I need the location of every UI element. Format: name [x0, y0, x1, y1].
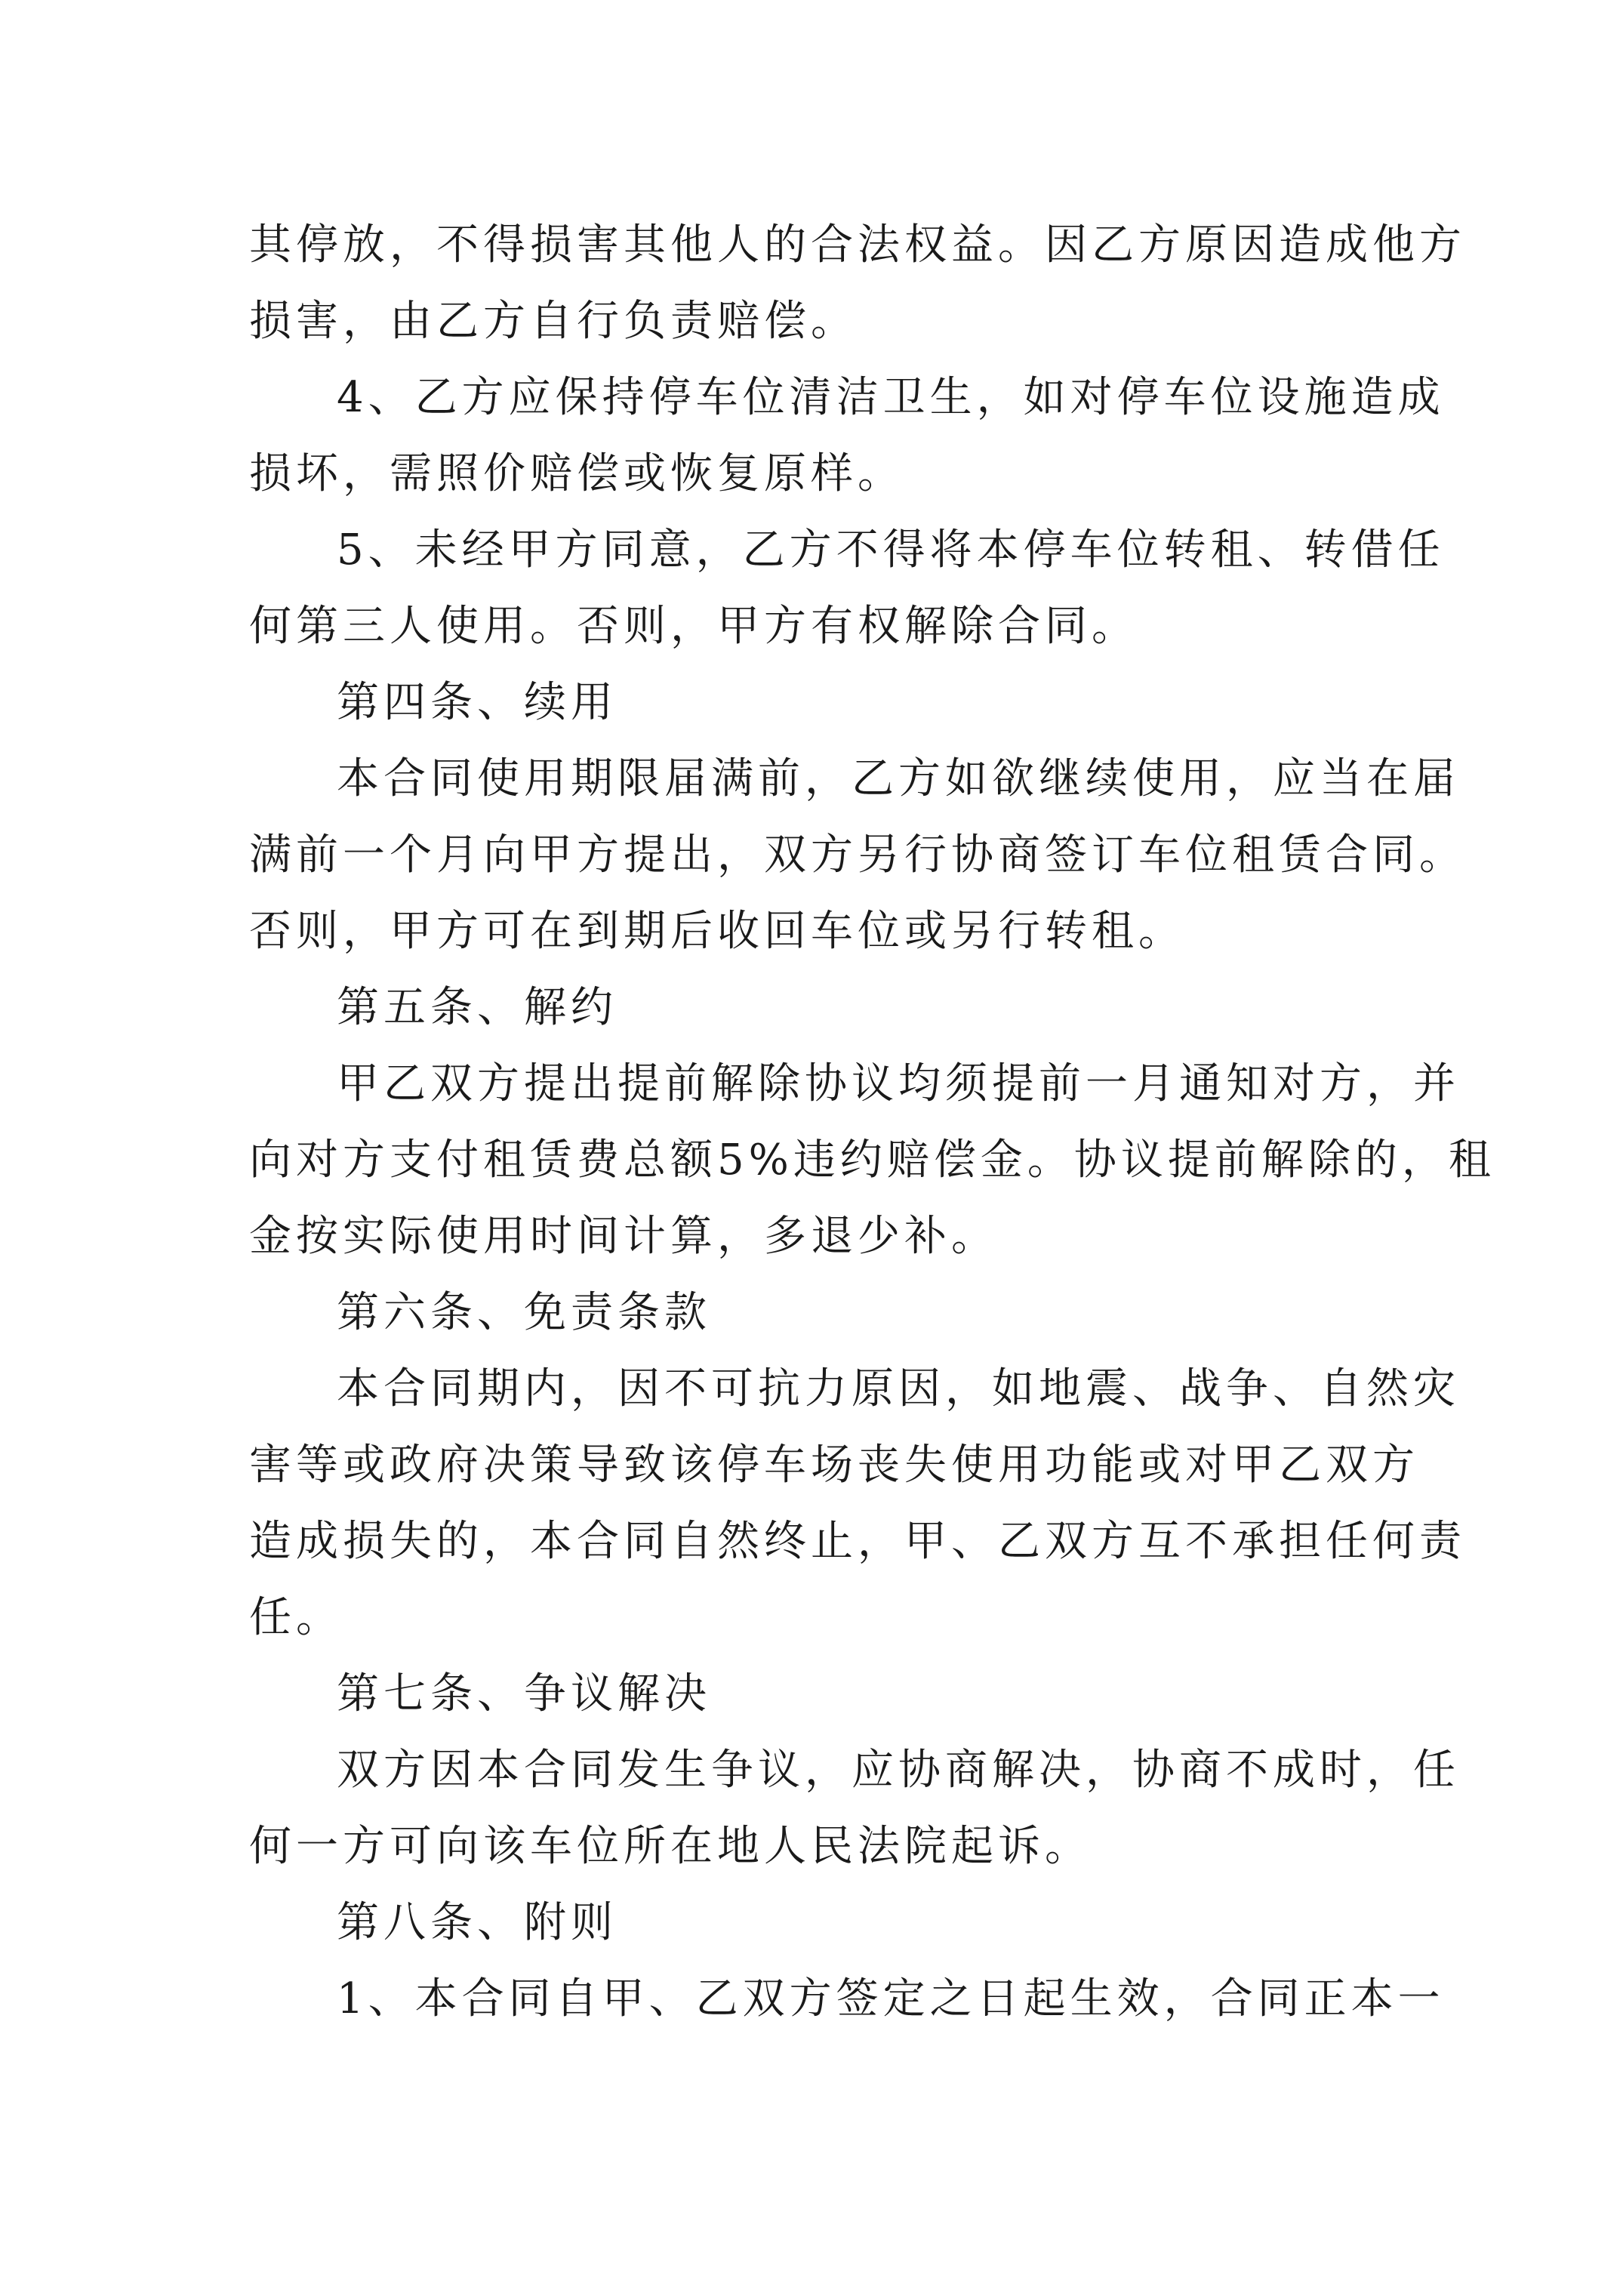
- text-line: 金按实际使用时间计算，多退少补。: [249, 1212, 998, 1261]
- text-line: 造成损失的，本合同自然终止，甲、乙双方互不承担任何责: [249, 1517, 1466, 1566]
- text-line: 害等或政府决策导致该停车场丧失使用功能或对甲乙双方: [249, 1441, 1419, 1490]
- text-line: 满前一个月向甲方提出，双方另行协商签订车位租赁合同。: [249, 831, 1466, 880]
- text-line: 损害，由乙方自行负责赔偿。: [249, 297, 858, 346]
- section-heading: 第八条、附则: [337, 1898, 617, 1947]
- section-heading: 第六条、免责条款: [337, 1288, 711, 1337]
- text-line: 否则，甲方可在到期后收回车位或另行转租。: [249, 907, 1185, 956]
- section-heading: 第四条、续用: [337, 678, 617, 727]
- text-line: 5、未经甲方同意，乙方不得将本停车位转租、转借任: [337, 525, 1445, 575]
- section-heading: 第五条、解约: [337, 983, 617, 1032]
- text-line: 损坏，需照价赔偿或恢复原样。: [249, 449, 904, 498]
- text-line: 向对方支付租赁费总额5%违约赔偿金。协议提前解除的，租: [249, 1136, 1495, 1185]
- text-line: 甲乙双方提出提前解除协议均须提前一月通知对方，并: [337, 1059, 1460, 1108]
- text-line: 本合同使用期限届满前，乙方如欲继续使用，应当在届: [337, 754, 1460, 803]
- text-line: 双方因本合同发生争议，应协商解决，协商不成时，任: [337, 1746, 1460, 1795]
- text-line: 何一方可向该车位所在地人民法院起诉。: [249, 1822, 1092, 1871]
- text-line: 其停放，不得损害其他人的合法权益。因乙方原因造成他方: [249, 220, 1466, 270]
- section-heading: 第七条、争议解决: [337, 1669, 711, 1718]
- text-line: 何第三人使用。否则，甲方有权解除合同。: [249, 602, 1138, 651]
- text-line: 任。: [249, 1593, 343, 1642]
- text-line: 本合同期内，因不可抗力原因，如地震、战争、自然灾: [337, 1364, 1460, 1413]
- text-line: 4、乙方应保持停车位清洁卫生，如对停车位设施造成: [337, 373, 1445, 422]
- text-line: 1、本合同自甲、乙双方签定之日起生效，合同正本一: [337, 1974, 1445, 2023]
